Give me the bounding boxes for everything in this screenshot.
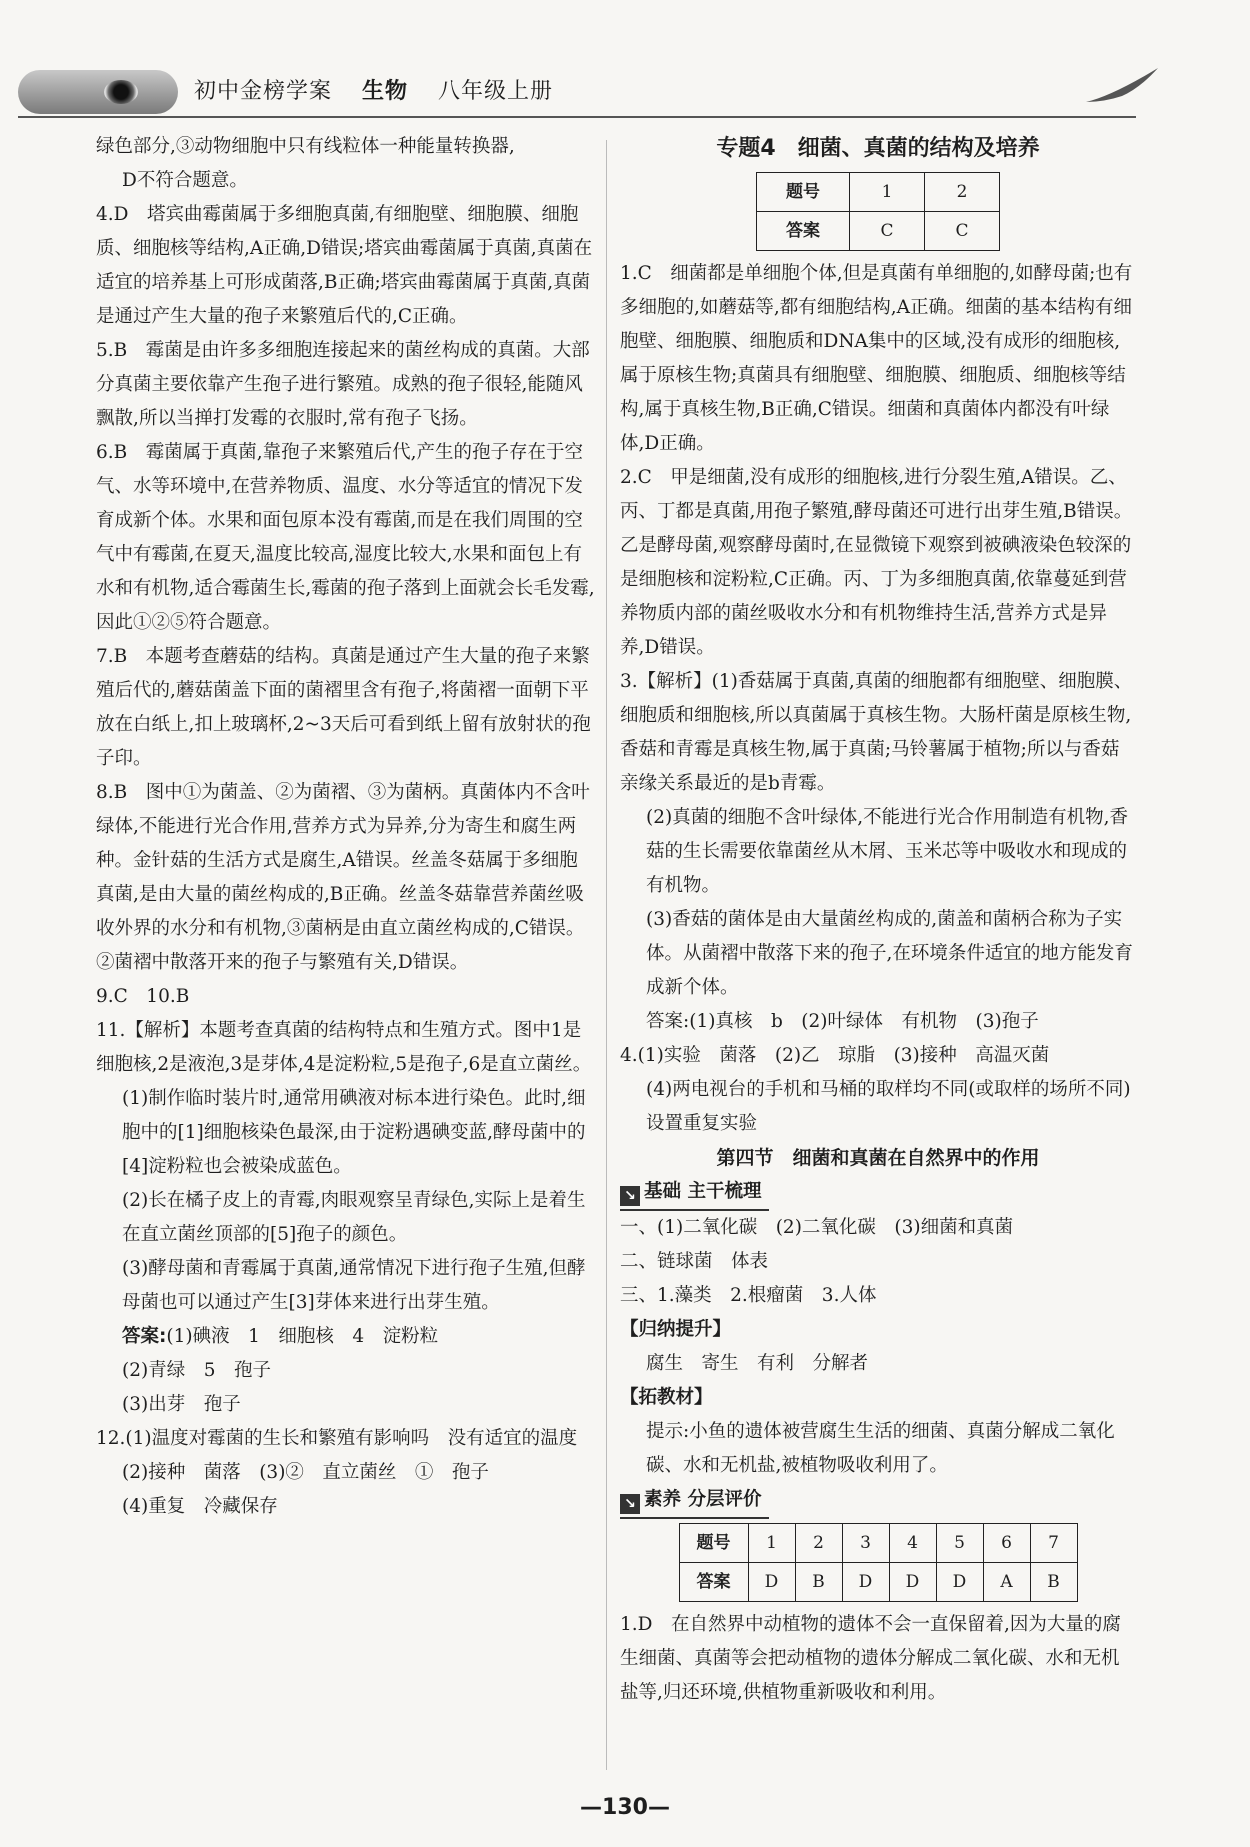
grade: 八年级上册	[438, 79, 554, 104]
answer-label: 答案:(1)碘液 1 细胞核 4 淀粉粒	[122, 1326, 439, 1347]
answer-item: 6.B 霉菌属于真菌,靠孢子来繁殖后代,产生的孢子存在于空气、水等环境中,在营养物质、温度、水分等适宜的情况下发育成新个体。水果和面包原本没有霉菌,而是在我们周围的空气中有霉菌,在夏天,温度比较高,湿度比较大,水果和面包上有水和有机物,适合霉菌生长,霉菌的孢子落到上面就会长毛发霉,因此①②⑤符合题意。	[96, 442, 595, 633]
answer-item: 11.【解析】本题考查真菌的结构特点和生殖方式。图中1是细胞核,2是液泡,3是芽体,4是淀粉粒,5是孢子,6是直立菌丝。	[96, 1020, 592, 1075]
subject: 生物	[362, 79, 409, 104]
answer-item: 9.C 10.B	[96, 986, 190, 1007]
answer-item: 答案:(1)真核 b (2)叶绿体 有机物 (3)孢子	[646, 1011, 1039, 1032]
feather-icon	[1082, 66, 1162, 106]
section-bar-evaluation: ↘ 素养 分层评价	[620, 1483, 769, 1519]
right-column	[620, 130, 1150, 1710]
answer-item: (2)青绿 5 孢子	[122, 1360, 271, 1381]
answer-item: (2)接种 菌落 (3)② 直立菌丝 ① 孢子	[122, 1462, 489, 1483]
answer-item: (2)长在橘子皮上的青霉,肉眼观察呈青绿色,实际上是着生在直立菌丝顶部的[5]孢子的颜色。	[122, 1190, 586, 1245]
answer-item: 4.(1)实验 菌落 (2)乙 琼脂 (3)接种 高温灭菌	[620, 1045, 1050, 1066]
page-header	[18, 66, 1136, 118]
header-rule	[18, 116, 1136, 118]
answer-item: 1.C 细菌都是单细胞个体,但是真菌有单细胞的,如酵母菌;也有多细胞的,如蘑菇等,都有细胞结构,A正确。细菌的基本结构有细胞壁、细胞膜、细胞质和DNA集中的区域,没有成形的细胞核,属于原核生物;真菌具有细胞壁、细胞膜、细胞质、细胞核等结构,属于真核生物,B正确,C错误。细菌和真菌体内都没有叶绿体,D正确。	[620, 263, 1133, 454]
answer-item: 绿色部分,③动物细胞中只有线粒体一种能量转换器,	[96, 136, 515, 157]
section-bar-basics: ↘ 基础 主干梳理	[620, 1175, 769, 1211]
answer-item: 2.C 甲是细菌,没有成形的细胞核,进行分裂生殖,A错误。乙、丙、丁都是真菌,用孢子繁殖,酵母菌还可进行出芽生殖,B错误。乙是酵母菌,观察酵母菌时,在显微镜下观察到被碘液染色较深的是细胞核和淀粉粒,C正确。丙、丁为多细胞真菌,依靠蔓延到营养物质内部的菌丝吸收水分和有机物维持生活,营养方式是异养,D错误。	[620, 467, 1133, 658]
book-title: 初中金榜学案	[194, 79, 333, 104]
textbook-label: 【拓教材】	[620, 1387, 713, 1408]
answer-item: D不符合题意。	[122, 170, 248, 191]
book-logo	[18, 70, 178, 114]
answer-item: 8.B 图中①为菌盖、②为菌褶、③为菌柄。真菌体内不含叶绿体,不能进行光合作用,营养方式为异养,分为寄生和腐生两种。金针菇的生活方式是腐生,A错误。丝盖冬菇属于多细胞真菌,是由大量的菌丝构成的,B正确。丝盖冬菇靠营养菌丝吸收外界的水分和有机物,③菌柄是由直立菌丝构成的,C错误。②菌褶中散落开来的孢子与繁殖有关,D错误。	[96, 782, 590, 973]
answer-item: (3)酵母菌和青霉属于真菌,通常情况下进行孢子生殖,但酵母菌也可以通过产生[3]芽体来进行出芽生殖。	[122, 1258, 586, 1313]
left-column	[96, 130, 596, 1524]
answer-item: 二、链球菌 体表	[620, 1251, 769, 1272]
answer-table-section4: 题号 1 2 3 4 5 6 7 答案 D B D D D A B	[679, 1523, 1078, 1602]
arrow-icon: ↘	[620, 1494, 640, 1514]
page-number: —130—	[580, 1795, 670, 1820]
answer-item: (3)香菇的菌体是由大量菌丝构成的,菌盖和菌柄合称为子实体。从菌褶中散落下来的孢子,在环境条件适宜的地方能发育成新个体。	[646, 909, 1133, 998]
answer-item: 4.D 塔宾曲霉菌属于多细胞真菌,有细胞壁、细胞膜、细胞质、细胞核等结构,A正确,D错误;塔宾曲霉菌属于真菌,真菌在适宜的培养基上可形成菌落,B正确;塔宾曲霉菌属于真菌,真菌是通过产生大量的孢子来繁殖后代的,C正确。	[96, 204, 593, 327]
answer-item: 7.B 本题考查蘑菇的结构。真菌是通过产生大量的孢子来繁殖后代的,蘑菇菌盖下面的菌褶里含有孢子,将菌褶一面朝下平放在白纸上,扣上玻璃杯,2~3天后可看到纸上留有放射状的孢子印。	[96, 646, 591, 769]
section-title: 第四节 细菌和真菌在自然界中的作用	[716, 1147, 1040, 1169]
answer-item: (4)两电视台的手机和马桶的取样均不同(或取样的场所不同) 设置重复实验	[646, 1079, 1150, 1134]
answer-item: 3.【解析】(1)香菇属于真菌,真菌的细胞都有细胞壁、细胞膜、细胞质和细胞核,所以真菌属于真核生物。大肠杆菌是原核生物,香菇和青霉是真核生物,属于真菌;马铃薯属于植物;所以与香菇亲缘关系最近的是b青霉。	[620, 671, 1133, 794]
topic-title: 专题4 细菌、真菌的结构及培养	[716, 136, 1040, 161]
answer-table-topic4: 题号 1 2 答案 C C	[756, 172, 1000, 251]
answer-item: (4)重复 冷藏保存	[122, 1496, 278, 1517]
summary-label: 【归纳提升】	[620, 1319, 732, 1340]
header-text	[194, 74, 575, 105]
answer-item: 腐生 寄生 有利 分解者	[646, 1353, 869, 1374]
answer-item: (1)制作临时装片时,通常用碘液对标本进行染色。此时,细胞中的[1]细胞核染色最深,由于淀粉遇碘变蓝,酵母菌中的[4]淀粉粒也会被染成蓝色。	[122, 1088, 586, 1177]
answer-item: (3)出芽 孢子	[122, 1394, 241, 1415]
answer-item: 5.B 霉菌是由许多多细胞连接起来的菌丝构成的真菌。大部分真菌主要依靠产生孢子进行繁殖。成熟的孢子很轻,能随风飘散,所以当掸打发霉的衣服时,常有孢子飞扬。	[96, 340, 590, 429]
arrow-icon: ↘	[620, 1186, 640, 1206]
column-divider	[606, 140, 607, 1770]
answer-item: 三、1.藻类 2.根瘤菌 3.人体	[620, 1285, 877, 1306]
answer-item: 一、(1)二氧化碳 (2)二氧化碳 (3)细菌和真菌	[620, 1217, 1014, 1238]
answer-item: 12.(1)温度对霉菌的生长和繁殖有影响吗 没有适宜的温度	[96, 1428, 578, 1449]
eye-icon	[104, 80, 138, 104]
answer-item: 提示:小鱼的遗体被营腐生生活的细菌、真菌分解成二氧化碳、水和无机盐,被植物吸收利用了。	[646, 1421, 1115, 1476]
answer-item: 1.D 在自然界中动植物的遗体不会一直保留着,因为大量的腐生细菌、真菌等会把动植物的遗体分解成二氧化碳、水和无机盐等,归还环境,供植物重新吸收和利用。	[620, 1614, 1121, 1703]
answer-item: (2)真菌的细胞不含叶绿体,不能进行光合作用制造有机物,香菇的生长需要依靠菌丝从木屑、玉米芯等中吸收水和现成的有机物。	[646, 807, 1128, 896]
